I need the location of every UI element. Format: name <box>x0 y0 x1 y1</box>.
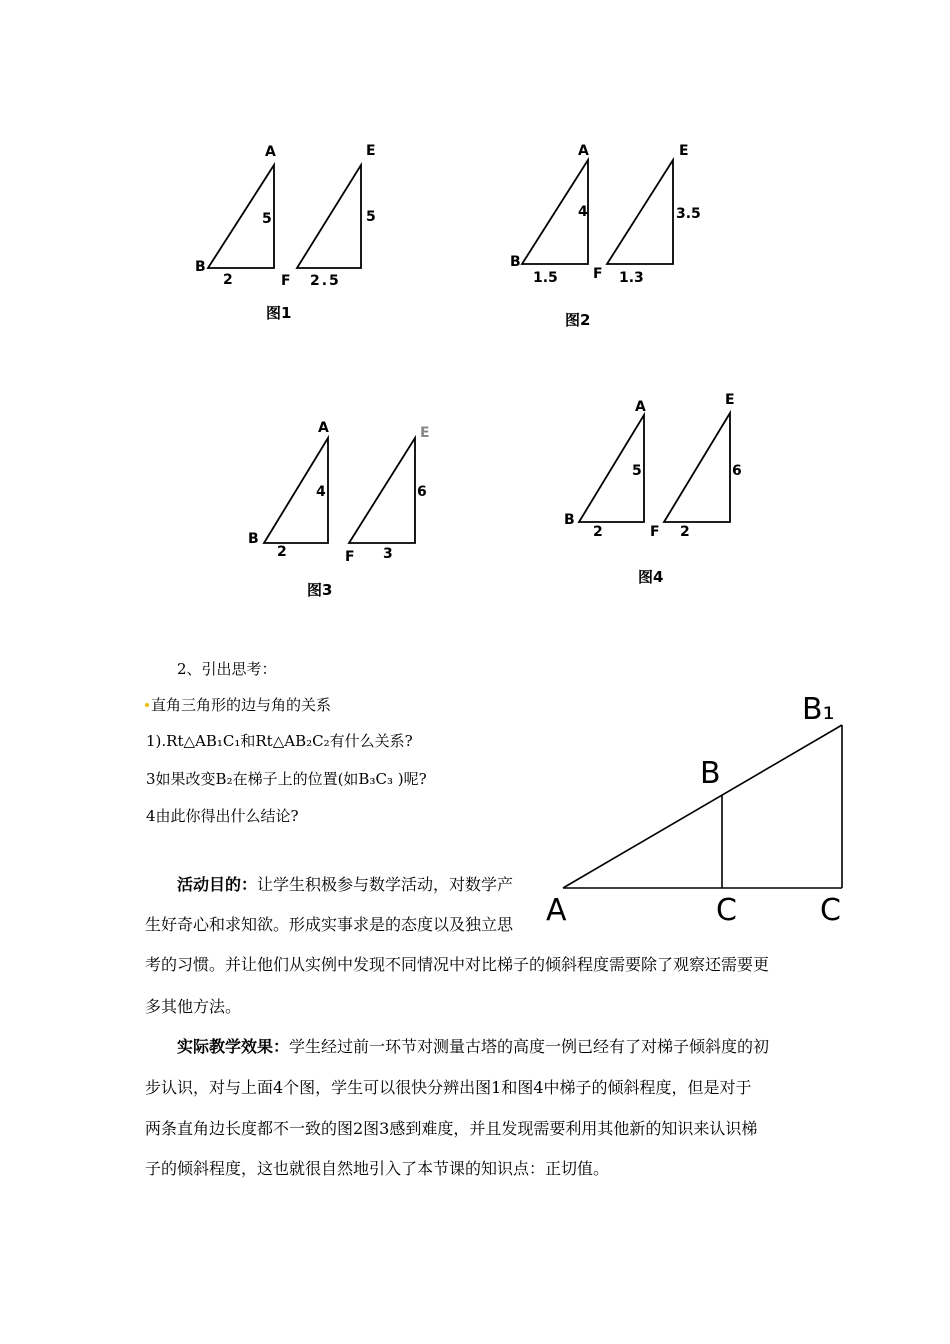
fig3-caption: 图3 <box>307 581 333 599</box>
activity-text-1: 让学生积极参与数学活动，对数学产 <box>257 875 514 894</box>
fig4-label-e: E <box>725 392 735 408</box>
fig1-label-e: E <box>366 143 376 159</box>
ladder-label-c: C <box>716 893 737 928</box>
fig1-label-height-2: 5 <box>366 209 376 225</box>
question-3: 3如果改变B₂在梯子上的位置(如B₃C₃ )呢? <box>146 770 427 788</box>
ladder-label-b1: B₁ <box>802 692 835 727</box>
question-1: 1).Rt△AB₁C₁和Rt△AB₂C₂有什么关系? <box>146 732 413 750</box>
bullet-text: 直角三角形的边与角的关系 <box>151 696 332 714</box>
fig2-label-base-2: 1.3 <box>619 270 644 286</box>
fig4-label-a: A <box>635 399 646 415</box>
question-4: 4由此你得出什么结论? <box>146 807 299 825</box>
fig2-label-height-2: 3.5 <box>676 206 701 222</box>
section-heading: 2、引出思考： <box>177 660 277 678</box>
fig3-label-a: A <box>318 420 329 436</box>
fig1-label-base-2: 2.5 <box>310 273 341 289</box>
effect-line-3: 两条直角边长度都不一致的图2图3感到难度，并且发现需要利用其他新的知识来认识梯 <box>145 1119 758 1138</box>
fig2-label-b: B <box>510 254 521 270</box>
fig1-label-height-1: 5 <box>262 211 272 227</box>
effect-line-2: 步认识，对与上面4个图，学生可以很快分辨出图1和图4中梯子的倾斜程度，但是对于 <box>145 1078 752 1097</box>
fig1-label-b: B <box>195 259 206 275</box>
effect-line-4: 子的倾斜程度，这也就很自然地引入了本节课的知识点：正切值。 <box>145 1159 610 1178</box>
activity-line-4: 多其他方法。 <box>145 997 242 1016</box>
fig1-label-f: F <box>281 273 291 289</box>
fig2-caption: 图2 <box>565 311 591 329</box>
effect-label: 实际教学效果： <box>177 1037 290 1056</box>
activity-line-3: 考的习惯。并让他们从实例中发现不同情况中对比梯子的倾斜程度需要除了观察还需要更 <box>145 955 770 974</box>
fig1-caption: 图1 <box>266 304 292 322</box>
fig3-label-b: B <box>248 531 259 547</box>
ladder-hypotenuse <box>563 725 842 888</box>
fig3-label-base-1: 2 <box>277 544 287 560</box>
effect-line-1 <box>177 1028 769 1066</box>
ladder-label-a: A <box>546 893 567 928</box>
fig4-label-base-1: 2 <box>593 524 603 540</box>
fig4-label-height-2: 6 <box>732 463 742 479</box>
fig3-label-height-2: 6 <box>417 484 427 500</box>
fig4-caption: 图4 <box>638 568 664 586</box>
fig4-label-f: F <box>650 524 660 540</box>
fig2-label-height-1: 4 <box>578 204 588 220</box>
fig4-label-base-2: 2 <box>680 524 690 540</box>
fig3-label-base-2: 3 <box>383 546 393 562</box>
fig4-label-b: B <box>564 512 575 528</box>
effect-text-1: 学生经过前一环节对测量古塔的高度一例已经有了对梯子倾斜度的初 <box>289 1037 770 1056</box>
fig2-label-f: F <box>593 266 603 282</box>
ladder-label-b: B <box>700 756 721 791</box>
fig2-label-e: E <box>679 143 689 159</box>
fig3-label-height-1: 4 <box>316 484 326 500</box>
activity-label: 活动目的： <box>177 875 258 894</box>
fig2-label-a: A <box>578 143 589 159</box>
fig2-label-base-1: 1.5 <box>533 270 558 286</box>
fig3-label-f: F <box>345 549 355 565</box>
fig4-label-height-1: 5 <box>632 463 642 479</box>
fig3-label-e: E <box>420 425 430 441</box>
activity-line-2: 生好奇心和求知欲。形成实事求是的态度以及独立思 <box>145 915 514 934</box>
fig1-label-base-1: 2 <box>223 272 233 288</box>
ladder-label-c2: C <box>820 893 841 928</box>
activity-line-1 <box>177 866 513 904</box>
fig1-label-a: A <box>265 144 276 160</box>
